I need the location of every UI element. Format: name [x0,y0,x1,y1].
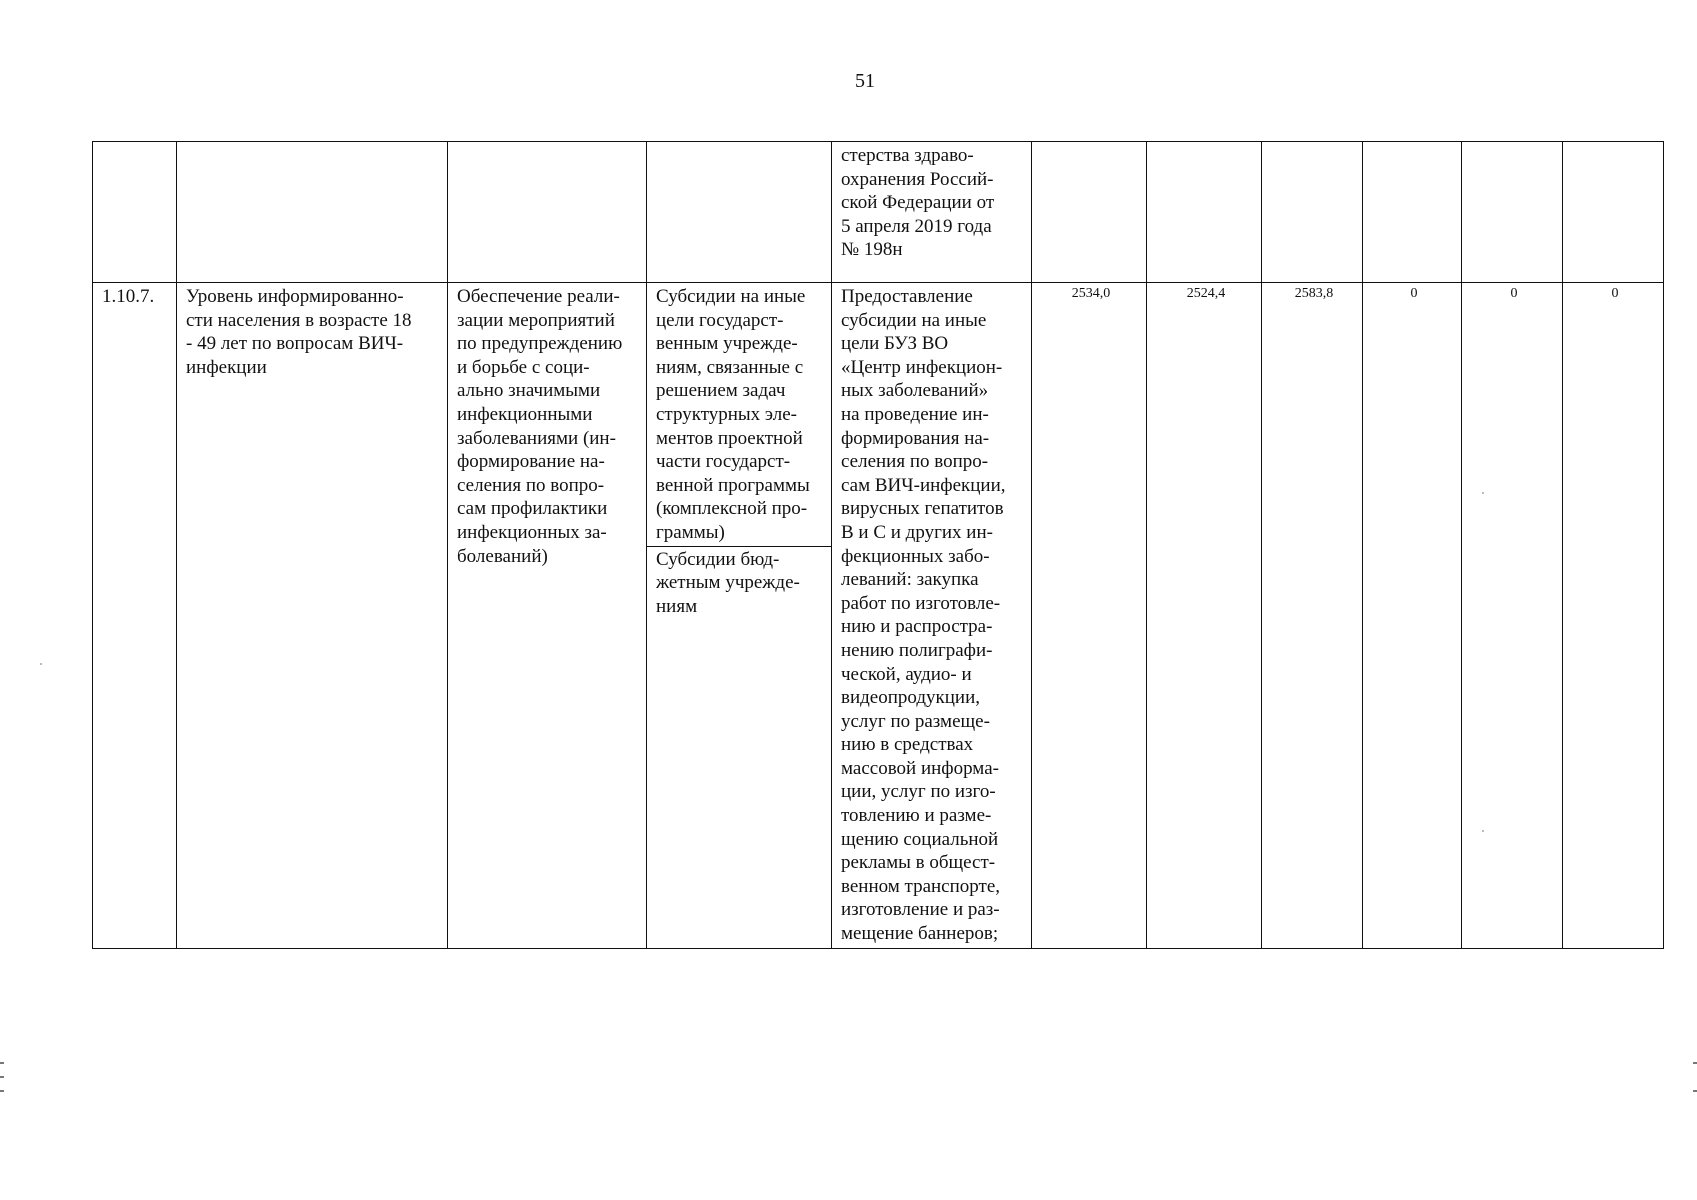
page-number: 51 [855,70,875,92]
value-cell: 2583,8 [1262,283,1363,949]
cell-empty [448,142,647,283]
value-cell: 0 [1363,283,1462,949]
value-cell: 0 [1563,283,1664,949]
cell-legal-basis-continued: стерства здраво- охранения Россий- ской Федерации от 5 апреля 2019 года № 198н [832,142,1032,283]
measure-cell: Обеспечение реали- зации мероприятий по предупреждению и борьбе с соци- ально значимыми инфекционными заболеваниями (ин- формирование на- селения по вопро- сам профилактики инфекционных за- болеваний) [448,283,647,949]
cell-empty [93,142,177,283]
funding-type-top: Субсидии на иные цели государст- венным учрежде- ниям, связанные с решением задач структурных эле- ментов проектной части государст- венной программы (комплексной про- граммы) [647,285,831,547]
margin-mark [0,1076,4,1078]
margin-mark [0,1090,4,1092]
cell-empty [1147,142,1262,283]
funding-cell [647,283,832,949]
cell-empty [1032,142,1147,283]
scan-dot [40,663,42,665]
cell-empty [177,142,448,283]
margin-mark [1693,1062,1697,1064]
indicator-cell: Уровень информированно- сти населения в возрасте 18 - 49 лет по вопросам ВИЧ- инфекции [177,283,448,949]
scan-dot [1482,492,1484,494]
description-cell: Предоставление субсидии на иные цели БУЗ ВО «Центр инфекцион- ных заболеваний» на проведение ин- формирования на- селения по вопро- сам ВИЧ-инфекции, вирусных гепатитов В и С и других ин- фекционных забо- леваний: закупка работ по изготовле- нию и распростра- нению полиграфи- ческой, аудио- и видеопродукции, услуг по размеще- нию в средствах массовой информа- ции, услуг по изго- товлению и разме- щению социальной рекламы в общест- венном транспорте, изготовление и раз- мещение баннеров; [832,283,1032,949]
value-cell: 0 [1462,283,1563,949]
cell-empty [1462,142,1563,283]
program-table [92,141,1664,949]
cell-empty [647,142,832,283]
table-row [93,283,1664,949]
continuation-row [93,142,1664,283]
scan-dot [1482,830,1484,832]
margin-mark [0,1062,4,1064]
value-cell: 2534,0 [1032,283,1147,949]
row-code: 1.10.7. [93,283,177,949]
cell-empty [1262,142,1363,283]
funding-type-bottom: Субсидии бюд- жетным учрежде- ниям [656,548,800,617]
value-cell: 2524,4 [1147,283,1262,949]
margin-mark [1693,1090,1697,1092]
cell-empty [1563,142,1664,283]
cell-empty [1363,142,1462,283]
